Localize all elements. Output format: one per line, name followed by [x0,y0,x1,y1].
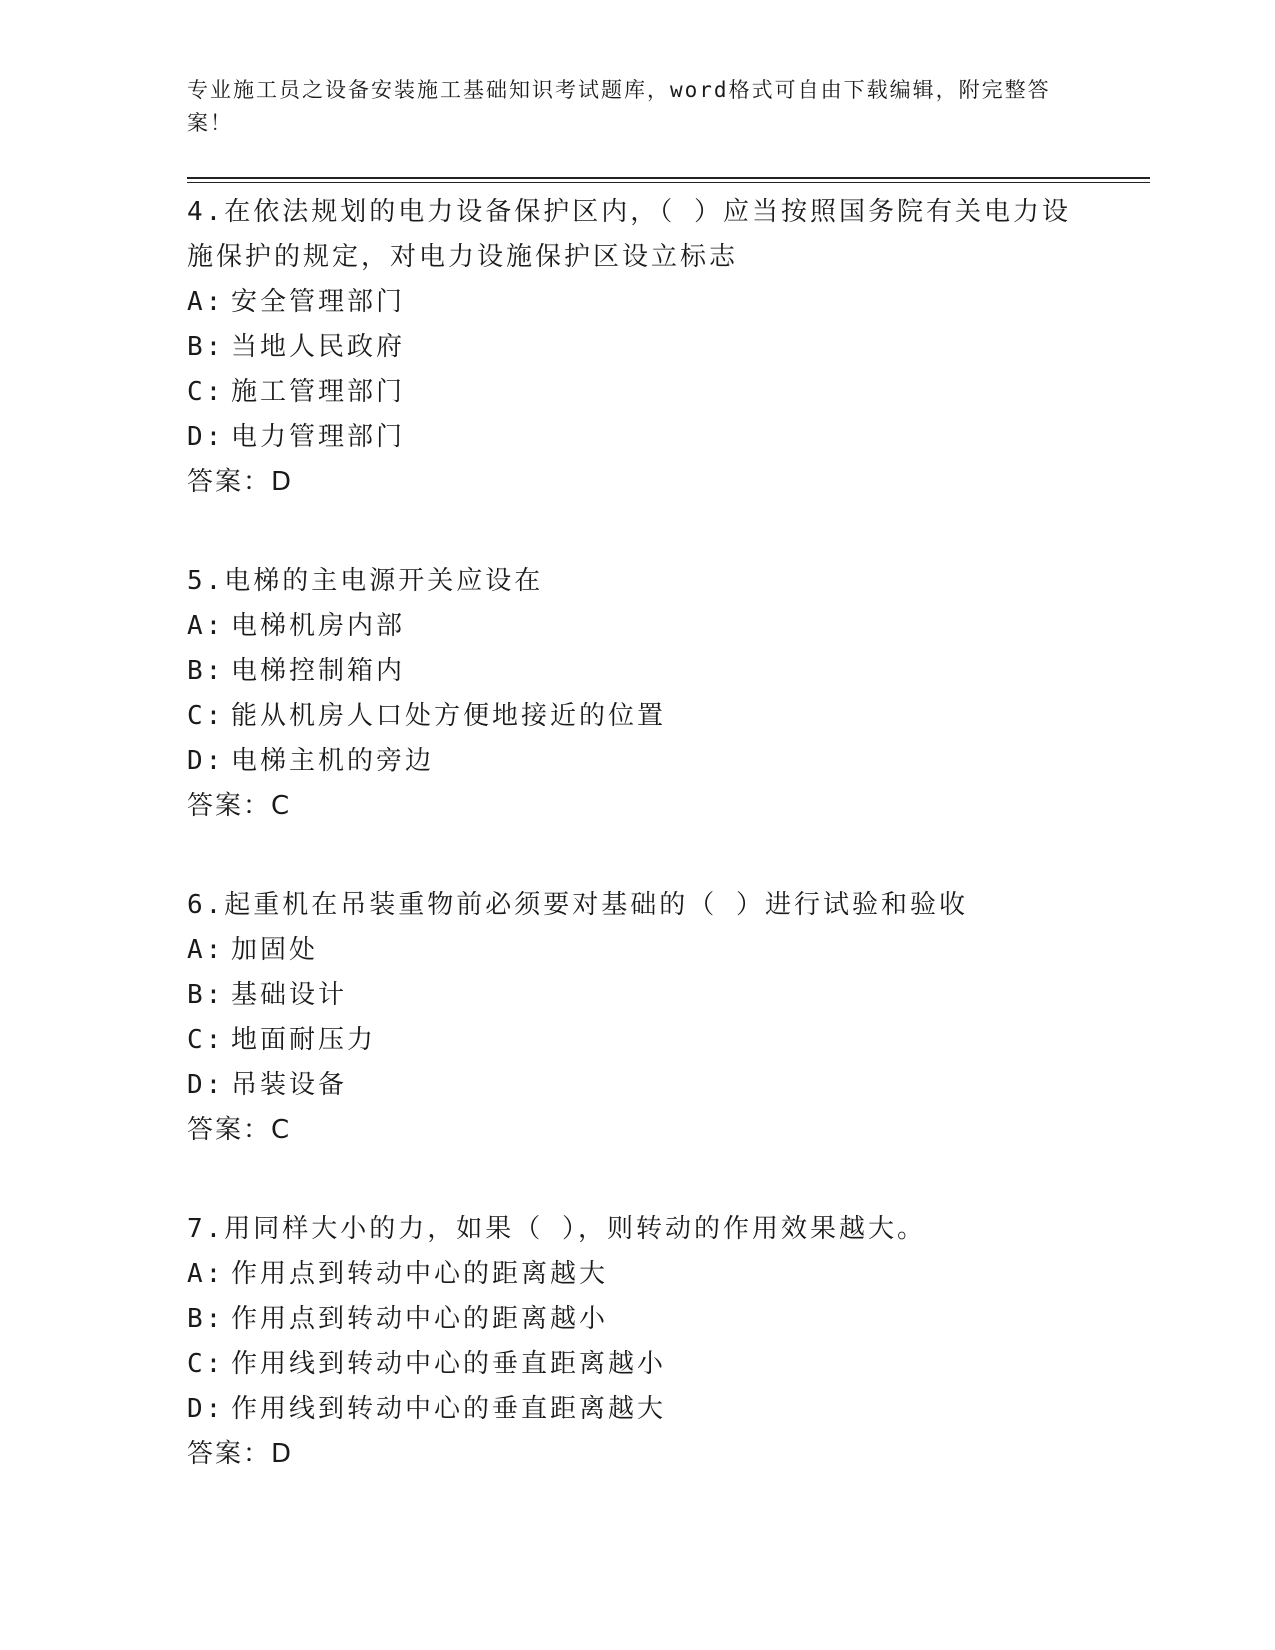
question-stem: 6.起重机在吊装重物前必须要对基础的（ ）进行试验和验收 [187,890,968,920]
option-text: 作用线到转动中心的垂直距离越小 [231,1349,667,1379]
document-header: 专业施工员之设备安装施工基础知识考试题库，word格式可自由下载编辑，附完整答案！ [187,78,1051,135]
question-6 [187,883,1087,1153]
question-4 [187,190,1087,505]
option-key: B: [187,332,225,362]
option-d [187,415,1087,460]
header-rule-thin [187,182,1150,183]
option-d [187,1387,1087,1432]
option-b [187,649,1087,694]
question-list [187,190,1087,1531]
option-key: B: [187,656,225,686]
option-text: 加固处 [231,935,319,965]
option-b [187,325,1087,370]
option-a [187,604,1087,649]
question-stem: 4.在依法规划的电力设备保护区内，（ ）应当按照国务院有关电力设施保护的规定，对电力设施保护区设立标志 [187,197,1071,272]
answer-line: 答案：D [187,1439,294,1469]
answer-line: 答案：D [187,467,294,497]
option-key: D: [187,1070,225,1100]
option-text: 作用线到转动中心的垂直距离越大 [231,1394,667,1424]
option-text: 电梯机房内部 [231,611,406,641]
option-text: 作用点到转动中心的距离越大 [231,1259,609,1289]
question-7 [187,1207,1087,1477]
option-text: 吊装设备 [231,1070,348,1100]
option-key: C: [187,1349,225,1379]
option-c [187,370,1087,415]
question-stem: 7.用同样大小的力，如果（ ），则转动的作用效果越大。 [187,1214,926,1244]
option-key: B: [187,980,225,1010]
option-key: D: [187,1394,225,1424]
option-key: D: [187,422,225,452]
option-key: C: [187,1025,225,1055]
option-key: C: [187,701,225,731]
question-stem: 5.电梯的主电源开关应设在 [187,566,544,596]
option-c [187,1018,1087,1063]
option-text: 电力管理部门 [231,422,406,452]
option-a [187,928,1087,973]
option-a [187,1252,1087,1297]
option-key: A: [187,935,225,965]
option-d [187,1063,1087,1108]
option-c [187,1342,1087,1387]
option-key: C: [187,377,225,407]
option-text: 地面耐压力 [231,1025,377,1055]
header-rule-thick [187,177,1150,179]
option-b [187,1297,1087,1342]
option-text: 电梯控制箱内 [231,656,406,686]
question-5 [187,559,1087,829]
option-text: 能从机房人口处方便地接近的位置 [231,701,667,731]
option-d [187,739,1087,784]
option-c [187,694,1087,739]
option-key: B: [187,1304,225,1334]
option-text: 当地人民政府 [231,332,406,362]
answer-line: 答案：C [187,1115,292,1145]
option-text: 施工管理部门 [231,377,406,407]
option-text: 电梯主机的旁边 [231,746,435,776]
option-text: 作用点到转动中心的距离越小 [231,1304,609,1334]
option-text: 安全管理部门 [231,287,406,317]
option-a [187,280,1087,325]
option-key: A: [187,611,225,641]
option-key: A: [187,1259,225,1289]
option-b [187,973,1087,1018]
option-key: A: [187,287,225,317]
answer-line: 答案：C [187,791,292,821]
option-key: D: [187,746,225,776]
option-text: 基础设计 [231,980,348,1010]
